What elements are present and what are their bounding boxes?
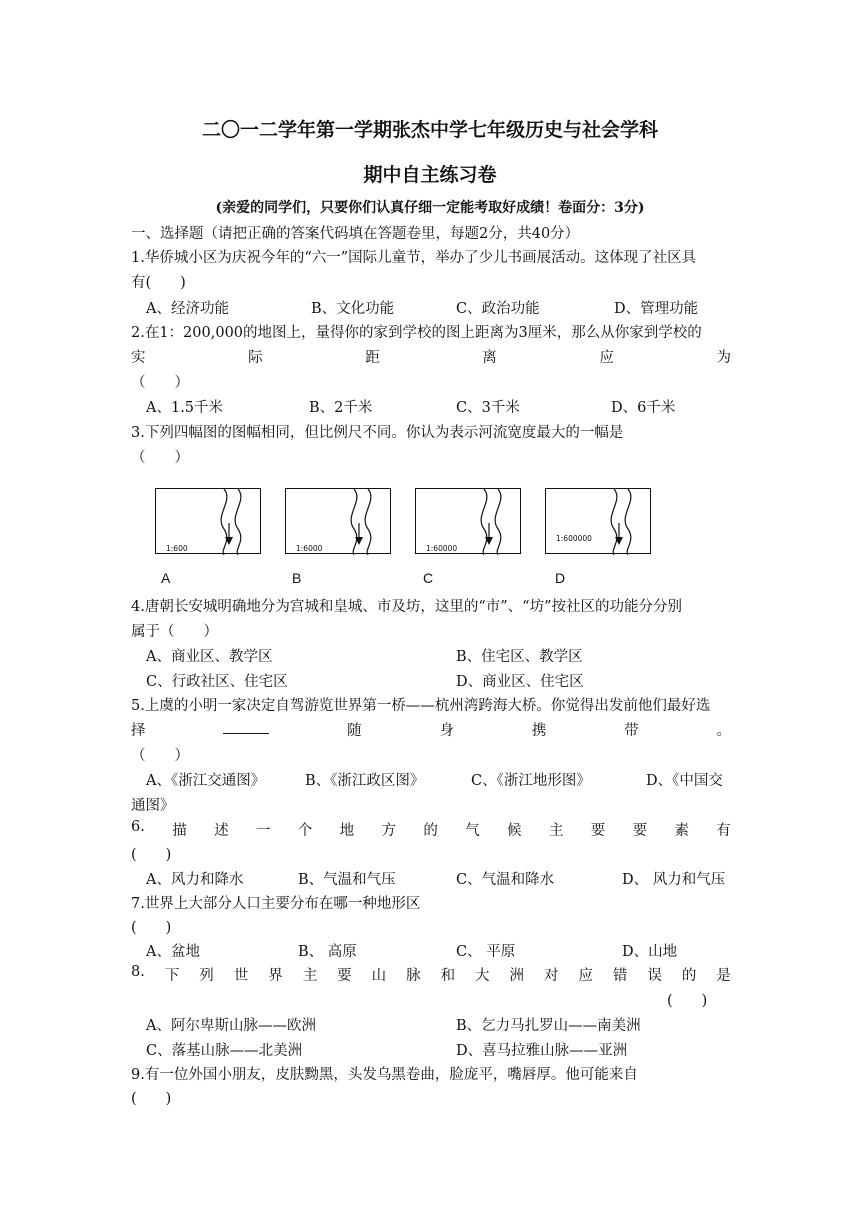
figure-label-a[interactable]: A bbox=[161, 570, 171, 586]
word: 为 bbox=[716, 350, 731, 366]
question-4-text: 4.唐朝长安城明确地分为宫城和皇城、市及坊，这里的“市”、“坊”按社区的功能分分别 bbox=[131, 599, 682, 615]
word: 错 bbox=[612, 968, 628, 984]
word: 际 bbox=[248, 350, 263, 366]
option-d[interactable]: D、喜马拉雅山脉——亚洲 bbox=[456, 1043, 628, 1059]
option-c[interactable]: C、《浙江地形图》 bbox=[471, 773, 591, 789]
figure-label-c[interactable]: C bbox=[423, 570, 434, 586]
figure-label-d[interactable]: D bbox=[555, 570, 566, 586]
figure-label-b[interactable]: B bbox=[292, 570, 302, 586]
section-heading: 一、选择题（请把正确的答案代码填在答题卷里，每题2分，共40分） bbox=[131, 226, 580, 242]
scale-label: 1:600000 bbox=[556, 534, 592, 543]
word: 描 bbox=[172, 823, 187, 839]
word: 携 bbox=[531, 723, 547, 739]
option-a[interactable]: A、商业区、教学区 bbox=[146, 649, 273, 665]
question-3-blank: （ ） bbox=[131, 450, 189, 466]
word: 是 bbox=[716, 968, 731, 984]
option-d[interactable]: D、6千米 bbox=[611, 400, 676, 416]
river-map-b bbox=[285, 488, 391, 554]
question-5-text: 5.上虞的小明一家决定自驾游览世界第一桥——杭州湾跨海大桥。你觉得出发前他们最好选 bbox=[131, 698, 711, 714]
word: 6. bbox=[131, 819, 145, 835]
option-d[interactable]: D、 风力和气压 bbox=[622, 872, 726, 888]
word: 主 bbox=[302, 968, 318, 984]
scale-label: 1:600 bbox=[166, 544, 188, 553]
option-a[interactable]: A、《浙江交通图》 bbox=[146, 773, 266, 789]
option-c[interactable]: C、3千米 bbox=[456, 400, 520, 416]
word: 述 bbox=[214, 823, 229, 839]
option-b[interactable]: B、文化功能 bbox=[311, 301, 395, 317]
word: 随 bbox=[347, 723, 362, 739]
word: 素 bbox=[674, 823, 690, 839]
word: 山 bbox=[371, 968, 387, 984]
option-c[interactable]: C、行政社区、住宅区 bbox=[146, 674, 288, 690]
word: 。 bbox=[716, 723, 731, 739]
question-4-blank: 属于（ ） bbox=[131, 624, 218, 640]
word: 个 bbox=[297, 823, 313, 839]
word: 脉 bbox=[406, 968, 421, 984]
word: 8. bbox=[131, 964, 145, 980]
option-b[interactable]: B、住宅区、教学区 bbox=[456, 649, 583, 665]
question-9-text: 9.有一位外国小朋友，皮肤黝黑，头发乌黑卷曲，脸庞平，嘴唇厚。他可能来自 bbox=[131, 1067, 638, 1083]
option-b[interactable]: B、 高原 bbox=[298, 944, 357, 960]
word: 地 bbox=[339, 823, 355, 839]
word: 要 bbox=[590, 823, 606, 839]
word: 列 bbox=[199, 968, 214, 984]
word: 离 bbox=[482, 350, 497, 366]
option-d-continued: 通图》 bbox=[131, 798, 175, 814]
question-6-blank: ( ) bbox=[131, 847, 172, 863]
option-c[interactable]: C、落基山脉——北美洲 bbox=[146, 1043, 303, 1059]
option-c[interactable]: C、政治功能 bbox=[456, 301, 540, 317]
word: 距 bbox=[365, 350, 380, 366]
word: 主 bbox=[548, 823, 564, 839]
river-map-c bbox=[415, 488, 521, 554]
option-b[interactable]: B、乞力马扎罗山——南美洲 bbox=[456, 1018, 641, 1034]
river-map-d bbox=[545, 488, 651, 554]
word: 应 bbox=[599, 350, 614, 366]
question-2-blank: （ ） bbox=[131, 375, 189, 391]
option-a[interactable]: A、1.5千米 bbox=[146, 400, 224, 416]
word: 应 bbox=[578, 968, 593, 984]
option-b[interactable]: B、《浙江政区图》 bbox=[305, 773, 425, 789]
question-5-blank: （ ） bbox=[131, 748, 189, 764]
word: 的 bbox=[681, 968, 697, 984]
word: 候 bbox=[507, 823, 522, 839]
word: 择 bbox=[131, 723, 146, 739]
word: 要 bbox=[632, 823, 648, 839]
question-8-text bbox=[131, 964, 731, 985]
word: 大 bbox=[475, 968, 490, 984]
word: 和 bbox=[440, 968, 456, 984]
word: 世 bbox=[233, 968, 249, 984]
option-d[interactable]: D、商业区、住宅区 bbox=[456, 674, 584, 690]
question-1-text: 1.华侨城小区为庆祝今年的“六一”国际儿童节，举办了少儿书画展活动。这体现了社区具 bbox=[131, 250, 697, 266]
river-drawing bbox=[546, 489, 652, 555]
word: 界 bbox=[268, 968, 283, 984]
option-d[interactable]: D、山地 bbox=[622, 944, 678, 960]
option-d[interactable]: D、《中国交 bbox=[646, 773, 723, 789]
question-6-text bbox=[131, 819, 731, 840]
scale-label: 1:60000 bbox=[426, 544, 458, 553]
question-1-blank: 有( ) bbox=[131, 275, 186, 291]
option-a[interactable]: A、经济功能 bbox=[146, 301, 229, 317]
question-2-text: 2.在1：200,000的地图上，量得你的家到学校的图上距离为3厘米，那么从你家到学校的 bbox=[131, 325, 702, 341]
word: 身 bbox=[439, 723, 454, 739]
question-5-text-spread bbox=[131, 719, 731, 740]
word: 有 bbox=[716, 823, 731, 839]
question-7-text: 7.世界上大部分人口主要分布在哪一种地形区 bbox=[131, 896, 421, 912]
word: 误 bbox=[647, 968, 662, 984]
question-3-text: 3.下列四幅图的图幅相同，但比例尺不同。你认为表示河流宽度最大的一幅是 bbox=[131, 425, 624, 441]
answer-blank[interactable] bbox=[223, 719, 269, 734]
river-map-a bbox=[155, 488, 261, 554]
question-9-blank: ( ) bbox=[131, 1091, 172, 1107]
exam-title: 二〇一二学年第一学期张杰中学七年级历史与社会学科 bbox=[201, 119, 658, 141]
word: 要 bbox=[337, 968, 352, 984]
question-8-blank: ( ) bbox=[667, 993, 708, 1009]
option-c[interactable]: C、气温和降水 bbox=[456, 872, 555, 888]
word: 实 bbox=[131, 350, 146, 366]
scale-label: 1:6000 bbox=[296, 544, 323, 553]
word: 一 bbox=[255, 823, 271, 839]
word: 方 bbox=[381, 823, 396, 839]
exam-subtitle: 期中自主练习卷 bbox=[363, 164, 497, 186]
option-c[interactable]: C、 平原 bbox=[456, 944, 516, 960]
word: 对 bbox=[543, 968, 559, 984]
option-d[interactable]: D、管理功能 bbox=[614, 301, 699, 317]
question-7-blank: ( ) bbox=[131, 920, 172, 936]
word: 洲 bbox=[509, 968, 524, 984]
option-a[interactable]: A、盆地 bbox=[146, 944, 200, 960]
option-b[interactable]: B、气温和气压 bbox=[298, 872, 396, 888]
option-a[interactable]: A、阿尔卑斯山脉——欧洲 bbox=[146, 1018, 316, 1034]
exam-note: (亲爱的同学们，只要你们认真仔细一定能考取好成绩！卷面分：3分) bbox=[215, 200, 645, 216]
word: 的 bbox=[423, 823, 438, 839]
option-a[interactable]: A、风力和降水 bbox=[146, 872, 244, 888]
word: 气 bbox=[465, 823, 480, 839]
word: 带 bbox=[624, 723, 639, 739]
word: 下 bbox=[164, 968, 180, 984]
option-b[interactable]: B、2千米 bbox=[309, 400, 373, 416]
question-2-text-spread bbox=[131, 346, 731, 367]
